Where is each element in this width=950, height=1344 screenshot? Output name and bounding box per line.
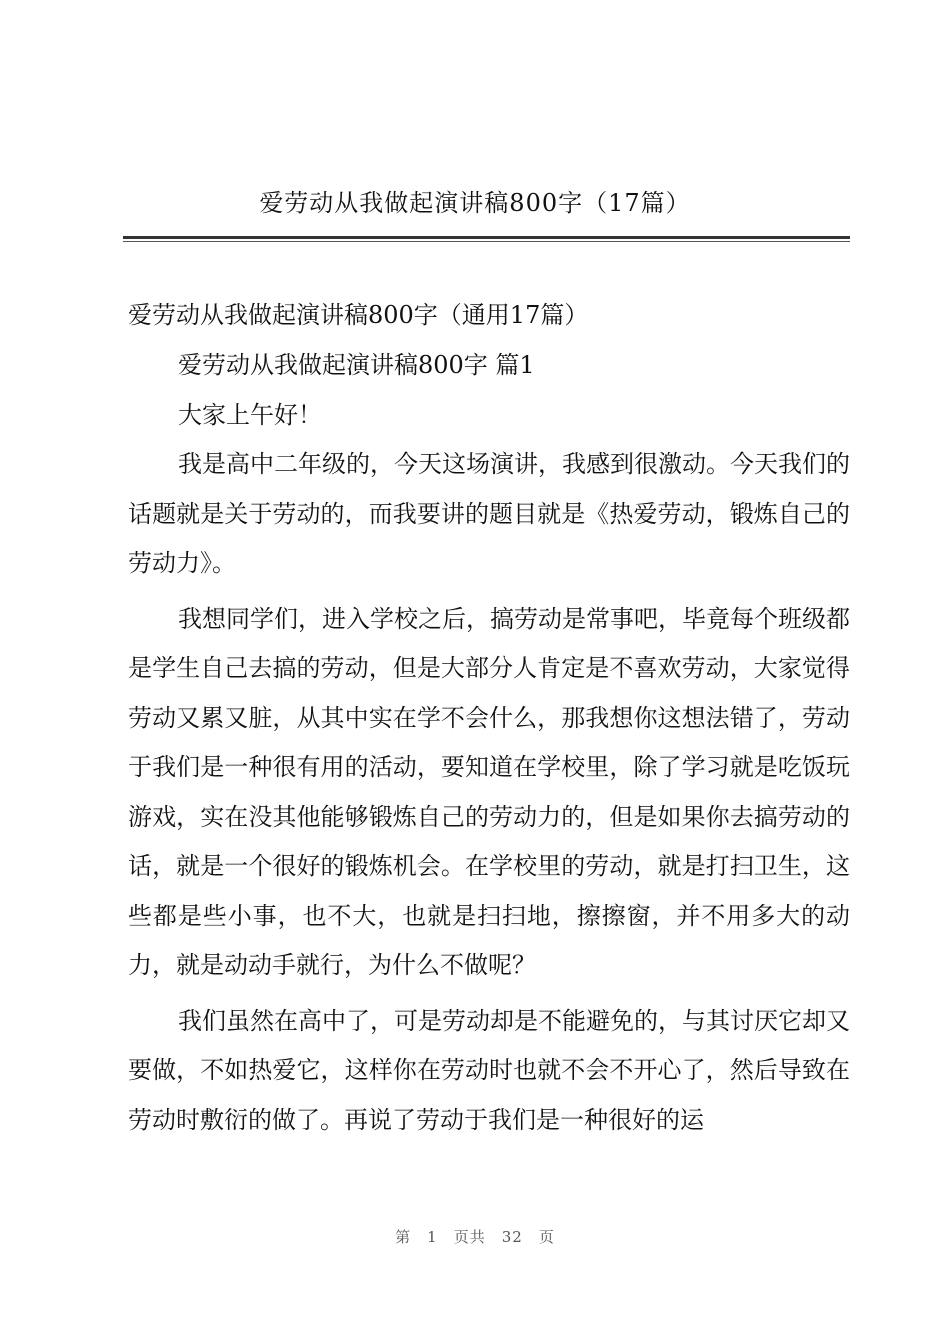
page-footer	[0, 1226, 950, 1247]
footer-suffix: 页	[538, 1228, 555, 1246]
body-paragraph-3: 我们虽然在高中了，可是劳动却是不能避免的，与其讨厌它却又要做，不如热爱它，这样你在劳动时也就不会不开心了，然后导致在劳动时敷衍的做了。再说了劳动于我们是一种很好的运	[128, 1006, 850, 1134]
title-divider-thin	[123, 241, 850, 242]
footer-prefix: 第	[395, 1228, 412, 1246]
document-subtitle: 爱劳动从我做起演讲稿800字（通用17篇）	[128, 301, 589, 329]
body-paragraph-1: 我是高中二年级的，今天这场演讲，我感到很激动。今天我们的话题就是关于劳动的，而我要讲的题目就是《热爱劳动，锻炼自己的劳动力》。	[128, 450, 850, 577]
section-heading: 爱劳动从我做起演讲稿800字 篇1	[178, 351, 535, 379]
document-title: 爱劳动从我做起演讲稿800字（17篇）	[259, 189, 691, 217]
greeting-line: 大家上午好！	[178, 401, 322, 429]
footer-page-number: 1	[427, 1228, 438, 1246]
footer-total-pages: 32	[501, 1228, 523, 1246]
footer-middle: 页共	[453, 1228, 486, 1246]
title-divider-thick	[123, 236, 850, 239]
document-body	[128, 290, 850, 1151]
body-paragraph-2: 我想同学们，进入学校之后，搞劳动是常事吧，毕竟每个班级都是学生自己去搞的劳动，但是大部分人肯定是不喜欢劳动，大家觉得劳动又累又脏，从其中实在学不会什么，那我想你这想法错了，劳动于我们是一种很有用的活动，要知道在学校里，除了学习就是吃饭玩游戏，实在没其他能够锻炼自己的劳动力的，但是如果你去搞劳动的话，就是一个很好的锻炼机会。在学校里的劳动，就是打扫卫生，这些都是些小事，也不大，也就是扫扫地，擦擦窗，并不用多大的动力，就是动动手就行，为什么不做呢？	[128, 604, 850, 979]
